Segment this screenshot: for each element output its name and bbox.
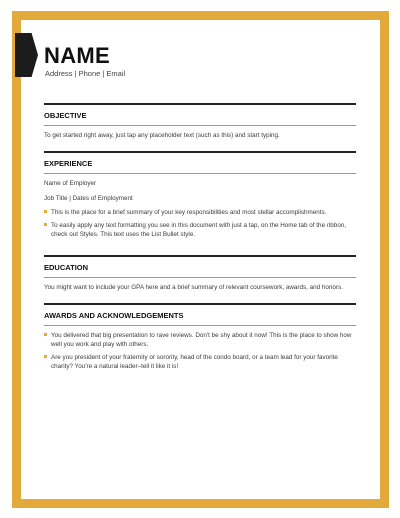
- bullet-icon: [44, 223, 47, 226]
- list-item: This is the place for a brief summary of your key responsibilities and most stellar accomplishments.: [44, 208, 356, 217]
- objective-text: To get started right away, just tap any placeholder text (such as this) and start typing.: [44, 132, 280, 139]
- section-rule: [44, 151, 356, 153]
- list-item: You delivered that big presentation to rave reviews. Don't be shy about it now! This is the place to show how well you work and play with others.: [44, 331, 356, 349]
- bullet-icon: [44, 210, 47, 213]
- experience-bullet-list: [44, 208, 356, 239]
- section-title: AWARDS AND ACKNOWLEDGEMENTS: [44, 311, 356, 326]
- bullet-icon: [44, 355, 47, 358]
- list-item: Are you president of your fraternity or sorority, head of the condo board, or a team lead for your favorite charity? You're a natural leader–tell it like it is!: [44, 353, 356, 371]
- section-objective: [44, 103, 356, 140]
- section-rule: [44, 255, 356, 257]
- contact-line: Address | Phone | Email: [45, 69, 126, 78]
- job-title-dates: Job Title | Dates of Employment: [44, 195, 133, 202]
- bullet-icon: [44, 333, 47, 336]
- employer-name: Name of Employer: [44, 180, 97, 187]
- section-title: OBJECTIVE: [44, 111, 356, 126]
- section-education: [44, 255, 356, 292]
- section-title: EXPERIENCE: [44, 159, 356, 174]
- section-experience: [44, 151, 356, 243]
- awards-bullet-list: [44, 331, 356, 371]
- section-rule: [44, 303, 356, 305]
- section-title: EDUCATION: [44, 263, 356, 278]
- section-rule: [44, 103, 356, 105]
- resume-name: NAME: [44, 43, 110, 68]
- section-awards: [44, 303, 356, 375]
- education-text: You might want to include your GPA here and a brief summary of relevant coursework, awards, and honors.: [44, 284, 343, 291]
- list-item: To easily apply any text formatting you see in this document with just a tap, on the Home tab of the ribbon, check out Styles. This text uses the List Bullet style.: [44, 221, 356, 239]
